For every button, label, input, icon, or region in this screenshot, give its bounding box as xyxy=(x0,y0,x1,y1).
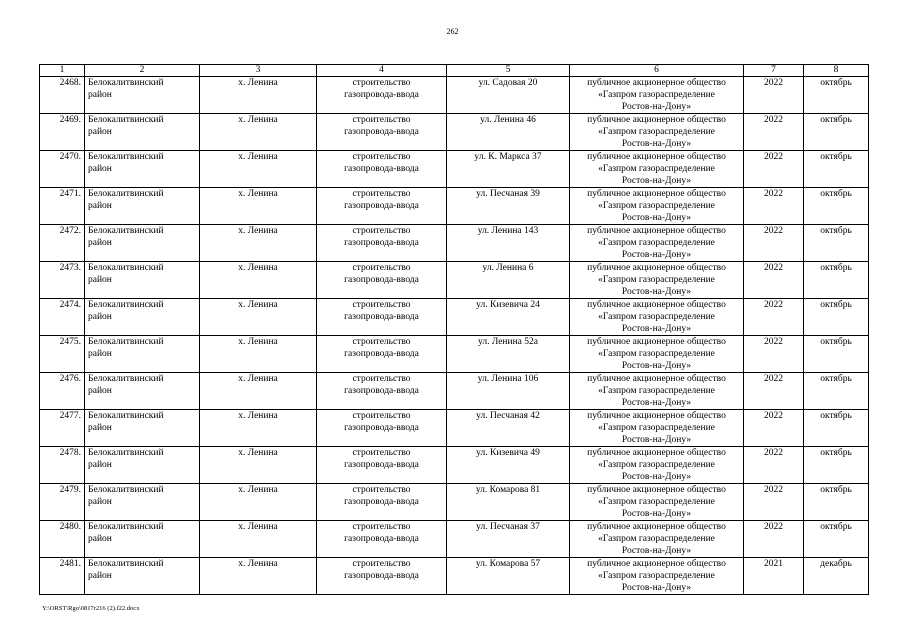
settlement-cell: х. Ленина xyxy=(200,447,317,484)
work-type-line: газопровода-ввода xyxy=(344,386,419,396)
work-type-cell xyxy=(317,151,447,188)
work-type-cell xyxy=(317,373,447,410)
owner-line: «Газпром газораспределение xyxy=(598,386,715,396)
address-cell: ул. Песчаная 42 xyxy=(447,410,570,447)
district-line: Белокалитвинский xyxy=(88,189,164,199)
owner-line: Ростов-на-Дону» xyxy=(621,435,692,445)
work-type-line: строительство xyxy=(352,411,411,421)
address-cell: ул. Кизевича 49 xyxy=(447,447,570,484)
owner-line: Ростов-на-Дону» xyxy=(621,472,692,482)
settlement-cell: х. Ленина xyxy=(200,77,317,114)
row-number-cell: 2473. xyxy=(40,262,85,299)
address-cell: ул. Комарова 57 xyxy=(447,558,570,595)
owner-line: публичное акционерное общество xyxy=(587,411,726,421)
settlement-cell: х. Ленина xyxy=(200,188,317,225)
address-cell: ул. Комарова 81 xyxy=(447,484,570,521)
table-row xyxy=(40,521,869,558)
table-row xyxy=(40,77,869,114)
district-line: Белокалитвинский xyxy=(88,78,164,88)
month-cell: октябрь xyxy=(804,410,869,447)
table-row xyxy=(40,447,869,484)
year-cell: 2022 xyxy=(744,262,804,299)
column-header: 6 xyxy=(570,65,744,77)
table-row xyxy=(40,262,869,299)
settlement-cell: х. Ленина xyxy=(200,151,317,188)
settlement-cell: х. Ленина xyxy=(200,114,317,151)
owner-line: Ростов-на-Дону» xyxy=(621,287,692,297)
work-type-cell xyxy=(317,262,447,299)
owner-line: «Газпром газораспределение xyxy=(598,164,715,174)
owner-line: публичное акционерное общество xyxy=(587,337,726,347)
work-type-line: газопровода-ввода xyxy=(344,460,419,470)
district-line: Белокалитвинский xyxy=(88,374,164,384)
month-cell: октябрь xyxy=(804,484,869,521)
settlement-cell: х. Ленина xyxy=(200,336,317,373)
address-cell: ул. Ленина 106 xyxy=(447,373,570,410)
district-cell xyxy=(85,373,200,410)
work-type-line: газопровода-ввода xyxy=(344,349,419,359)
work-type-line: газопровода-ввода xyxy=(344,127,419,137)
work-type-line: газопровода-ввода xyxy=(344,275,419,285)
owner-cell xyxy=(570,77,744,114)
settlement-cell: х. Ленина xyxy=(200,558,317,595)
month-cell: декабрь xyxy=(804,558,869,595)
registry-table xyxy=(39,64,869,595)
settlement-cell: х. Ленина xyxy=(200,225,317,262)
footer-file-path: Y:\ORST\Rgo\0817r216 (2).f22.docx xyxy=(42,605,140,612)
address-cell: ул. Ленина 52а xyxy=(447,336,570,373)
table-row xyxy=(40,484,869,521)
owner-cell xyxy=(570,410,744,447)
owner-cell xyxy=(570,484,744,521)
work-type-cell xyxy=(317,336,447,373)
work-type-cell xyxy=(317,225,447,262)
district-line: Белокалитвинский xyxy=(88,522,164,532)
row-number-cell: 2471. xyxy=(40,188,85,225)
district-cell xyxy=(85,77,200,114)
column-number-row xyxy=(40,65,869,77)
work-type-line: газопровода-ввода xyxy=(344,534,419,544)
work-type-cell xyxy=(317,114,447,151)
table-row xyxy=(40,373,869,410)
owner-line: «Газпром газораспределение xyxy=(598,460,715,470)
month-cell: октябрь xyxy=(804,188,869,225)
work-type-line: газопровода-ввода xyxy=(344,238,419,248)
year-cell: 2022 xyxy=(744,114,804,151)
district-line: район xyxy=(88,238,112,248)
settlement-cell: х. Ленина xyxy=(200,410,317,447)
district-line: Белокалитвинский xyxy=(88,485,164,495)
district-line: Белокалитвинский xyxy=(88,337,164,347)
district-line: район xyxy=(88,164,112,174)
district-line: район xyxy=(88,90,112,100)
column-header: 1 xyxy=(40,65,85,77)
settlement-cell: х. Ленина xyxy=(200,373,317,410)
district-cell xyxy=(85,262,200,299)
owner-line: «Газпром газораспределение xyxy=(598,571,715,581)
owner-line: Ростов-на-Дону» xyxy=(621,361,692,371)
owner-cell xyxy=(570,558,744,595)
work-type-line: газопровода-ввода xyxy=(344,423,419,433)
work-type-cell xyxy=(317,410,447,447)
row-number-cell: 2480. xyxy=(40,521,85,558)
work-type-line: строительство xyxy=(352,78,411,88)
work-type-cell xyxy=(317,188,447,225)
district-line: район xyxy=(88,534,112,544)
owner-cell xyxy=(570,299,744,336)
table-row xyxy=(40,299,869,336)
row-number-cell: 2476. xyxy=(40,373,85,410)
owner-line: «Газпром газораспределение xyxy=(598,127,715,137)
owner-cell xyxy=(570,151,744,188)
table-row xyxy=(40,225,869,262)
work-type-line: строительство xyxy=(352,226,411,236)
owner-line: Ростов-на-Дону» xyxy=(621,139,692,149)
district-cell xyxy=(85,484,200,521)
owner-cell xyxy=(570,188,744,225)
owner-line: публичное акционерное общество xyxy=(587,559,726,569)
district-cell xyxy=(85,225,200,262)
settlement-cell: х. Ленина xyxy=(200,484,317,521)
work-type-cell xyxy=(317,558,447,595)
owner-line: «Газпром газораспределение xyxy=(598,497,715,507)
table-row xyxy=(40,188,869,225)
district-line: Белокалитвинский xyxy=(88,115,164,125)
month-cell: октябрь xyxy=(804,262,869,299)
district-line: Белокалитвинский xyxy=(88,263,164,273)
owner-cell xyxy=(570,262,744,299)
owner-line: публичное акционерное общество xyxy=(587,522,726,532)
column-header: 2 xyxy=(85,65,200,77)
district-line: Белокалитвинский xyxy=(88,300,164,310)
owner-cell xyxy=(570,447,744,484)
month-cell: октябрь xyxy=(804,336,869,373)
row-number-cell: 2470. xyxy=(40,151,85,188)
year-cell: 2022 xyxy=(744,225,804,262)
row-number-cell: 2472. xyxy=(40,225,85,262)
work-type-line: газопровода-ввода xyxy=(344,312,419,322)
address-cell: ул. Кизевича 24 xyxy=(447,299,570,336)
address-cell: ул. Садовая 20 xyxy=(447,77,570,114)
year-cell: 2022 xyxy=(744,521,804,558)
year-cell: 2022 xyxy=(744,447,804,484)
owner-cell xyxy=(570,336,744,373)
year-cell: 2022 xyxy=(744,373,804,410)
owner-cell xyxy=(570,521,744,558)
owner-cell xyxy=(570,225,744,262)
year-cell: 2021 xyxy=(744,558,804,595)
month-cell: октябрь xyxy=(804,151,869,188)
owner-line: Ростов-на-Дону» xyxy=(621,176,692,186)
work-type-line: строительство xyxy=(352,152,411,162)
district-line: район xyxy=(88,497,112,507)
address-cell: ул. Ленина 143 xyxy=(447,225,570,262)
year-cell: 2022 xyxy=(744,410,804,447)
district-line: Белокалитвинский xyxy=(88,411,164,421)
address-cell: ул. Ленина 46 xyxy=(447,114,570,151)
owner-line: публичное акционерное общество xyxy=(587,485,726,495)
settlement-cell: х. Ленина xyxy=(200,521,317,558)
owner-line: публичное акционерное общество xyxy=(587,263,726,273)
month-cell: октябрь xyxy=(804,373,869,410)
owner-cell xyxy=(570,114,744,151)
work-type-cell xyxy=(317,521,447,558)
year-cell: 2022 xyxy=(744,484,804,521)
table-row xyxy=(40,410,869,447)
month-cell: октябрь xyxy=(804,77,869,114)
owner-line: публичное акционерное общество xyxy=(587,152,726,162)
owner-line: публичное акционерное общество xyxy=(587,189,726,199)
year-cell: 2022 xyxy=(744,151,804,188)
owner-line: «Газпром газораспределение xyxy=(598,275,715,285)
work-type-line: газопровода-ввода xyxy=(344,201,419,211)
owner-line: «Газпром газораспределение xyxy=(598,534,715,544)
district-line: Белокалитвинский xyxy=(88,226,164,236)
owner-line: Ростов-на-Дону» xyxy=(621,546,692,556)
owner-line: публичное акционерное общество xyxy=(587,226,726,236)
owner-line: Ростов-на-Дону» xyxy=(621,324,692,334)
work-type-line: строительство xyxy=(352,189,411,199)
column-header: 8 xyxy=(804,65,869,77)
year-cell: 2022 xyxy=(744,336,804,373)
address-cell: ул. Песчаная 37 xyxy=(447,521,570,558)
work-type-cell xyxy=(317,484,447,521)
work-type-line: газопровода-ввода xyxy=(344,90,419,100)
district-line: район xyxy=(88,423,112,433)
month-cell: октябрь xyxy=(804,225,869,262)
year-cell: 2022 xyxy=(744,188,804,225)
district-cell xyxy=(85,447,200,484)
table-row xyxy=(40,336,869,373)
owner-line: Ростов-на-Дону» xyxy=(621,213,692,223)
column-header: 4 xyxy=(317,65,447,77)
district-line: район xyxy=(88,386,112,396)
work-type-line: газопровода-ввода xyxy=(344,164,419,174)
table-row xyxy=(40,114,869,151)
district-line: район xyxy=(88,127,112,137)
column-header: 7 xyxy=(744,65,804,77)
district-line: район xyxy=(88,201,112,211)
month-cell: октябрь xyxy=(804,521,869,558)
row-number-cell: 2481. xyxy=(40,558,85,595)
owner-line: Ростов-на-Дону» xyxy=(621,250,692,260)
work-type-cell xyxy=(317,77,447,114)
district-line: Белокалитвинский xyxy=(88,152,164,162)
district-line: район xyxy=(88,275,112,285)
work-type-line: строительство xyxy=(352,300,411,310)
district-cell xyxy=(85,299,200,336)
work-type-line: строительство xyxy=(352,559,411,569)
settlement-cell: х. Ленина xyxy=(200,299,317,336)
district-cell xyxy=(85,151,200,188)
address-cell: ул. Песчаная 39 xyxy=(447,188,570,225)
owner-line: Ростов-на-Дону» xyxy=(621,509,692,519)
owner-line: публичное акционерное общество xyxy=(587,78,726,88)
address-cell: ул. Ленина 6 xyxy=(447,262,570,299)
month-cell: октябрь xyxy=(804,114,869,151)
district-line: район xyxy=(88,571,112,581)
owner-line: «Газпром газораспределение xyxy=(598,423,715,433)
work-type-line: строительство xyxy=(352,337,411,347)
owner-line: публичное акционерное общество xyxy=(587,374,726,384)
column-header: 3 xyxy=(200,65,317,77)
district-line: район xyxy=(88,349,112,359)
row-number-cell: 2474. xyxy=(40,299,85,336)
work-type-line: строительство xyxy=(352,522,411,532)
work-type-line: строительство xyxy=(352,448,411,458)
work-type-line: строительство xyxy=(352,115,411,125)
work-type-line: газопровода-ввода xyxy=(344,497,419,507)
row-number-cell: 2477. xyxy=(40,410,85,447)
page-number: 262 xyxy=(446,27,459,36)
owner-line: Ростов-на-Дону» xyxy=(621,583,692,593)
district-line: район xyxy=(88,312,112,322)
owner-line: «Газпром газораспределение xyxy=(598,238,715,248)
work-type-line: строительство xyxy=(352,374,411,384)
district-cell xyxy=(85,410,200,447)
work-type-cell xyxy=(317,299,447,336)
month-cell: октябрь xyxy=(804,299,869,336)
table-row xyxy=(40,558,869,595)
address-cell: ул. К. Маркса 37 xyxy=(447,151,570,188)
row-number-cell: 2475. xyxy=(40,336,85,373)
owner-line: «Газпром газораспределение xyxy=(598,201,715,211)
owner-cell xyxy=(570,373,744,410)
owner-line: публичное акционерное общество xyxy=(587,115,726,125)
district-cell xyxy=(85,558,200,595)
settlement-cell: х. Ленина xyxy=(200,262,317,299)
district-line: район xyxy=(88,460,112,470)
owner-line: «Газпром газораспределение xyxy=(598,312,715,322)
district-cell xyxy=(85,114,200,151)
column-header: 5 xyxy=(447,65,570,77)
row-number-cell: 2478. xyxy=(40,447,85,484)
owner-line: публичное акционерное общество xyxy=(587,300,726,310)
district-line: Белокалитвинский xyxy=(88,448,164,458)
table-body xyxy=(40,77,869,595)
owner-line: Ростов-на-Дону» xyxy=(621,102,692,112)
owner-line: «Газпром газораспределение xyxy=(598,90,715,100)
district-line: Белокалитвинский xyxy=(88,559,164,569)
owner-line: Ростов-на-Дону» xyxy=(621,398,692,408)
work-type-line: строительство xyxy=(352,263,411,273)
district-cell xyxy=(85,336,200,373)
district-cell xyxy=(85,188,200,225)
row-number-cell: 2468. xyxy=(40,77,85,114)
table-row xyxy=(40,151,869,188)
owner-line: «Газпром газораспределение xyxy=(598,349,715,359)
work-type-cell xyxy=(317,447,447,484)
row-number-cell: 2479. xyxy=(40,484,85,521)
owner-line: публичное акционерное общество xyxy=(587,448,726,458)
district-cell xyxy=(85,521,200,558)
month-cell: октябрь xyxy=(804,447,869,484)
row-number-cell: 2469. xyxy=(40,114,85,151)
year-cell: 2022 xyxy=(744,299,804,336)
work-type-line: строительство xyxy=(352,485,411,495)
year-cell: 2022 xyxy=(744,77,804,114)
work-type-line: газопровода-ввода xyxy=(344,571,419,581)
